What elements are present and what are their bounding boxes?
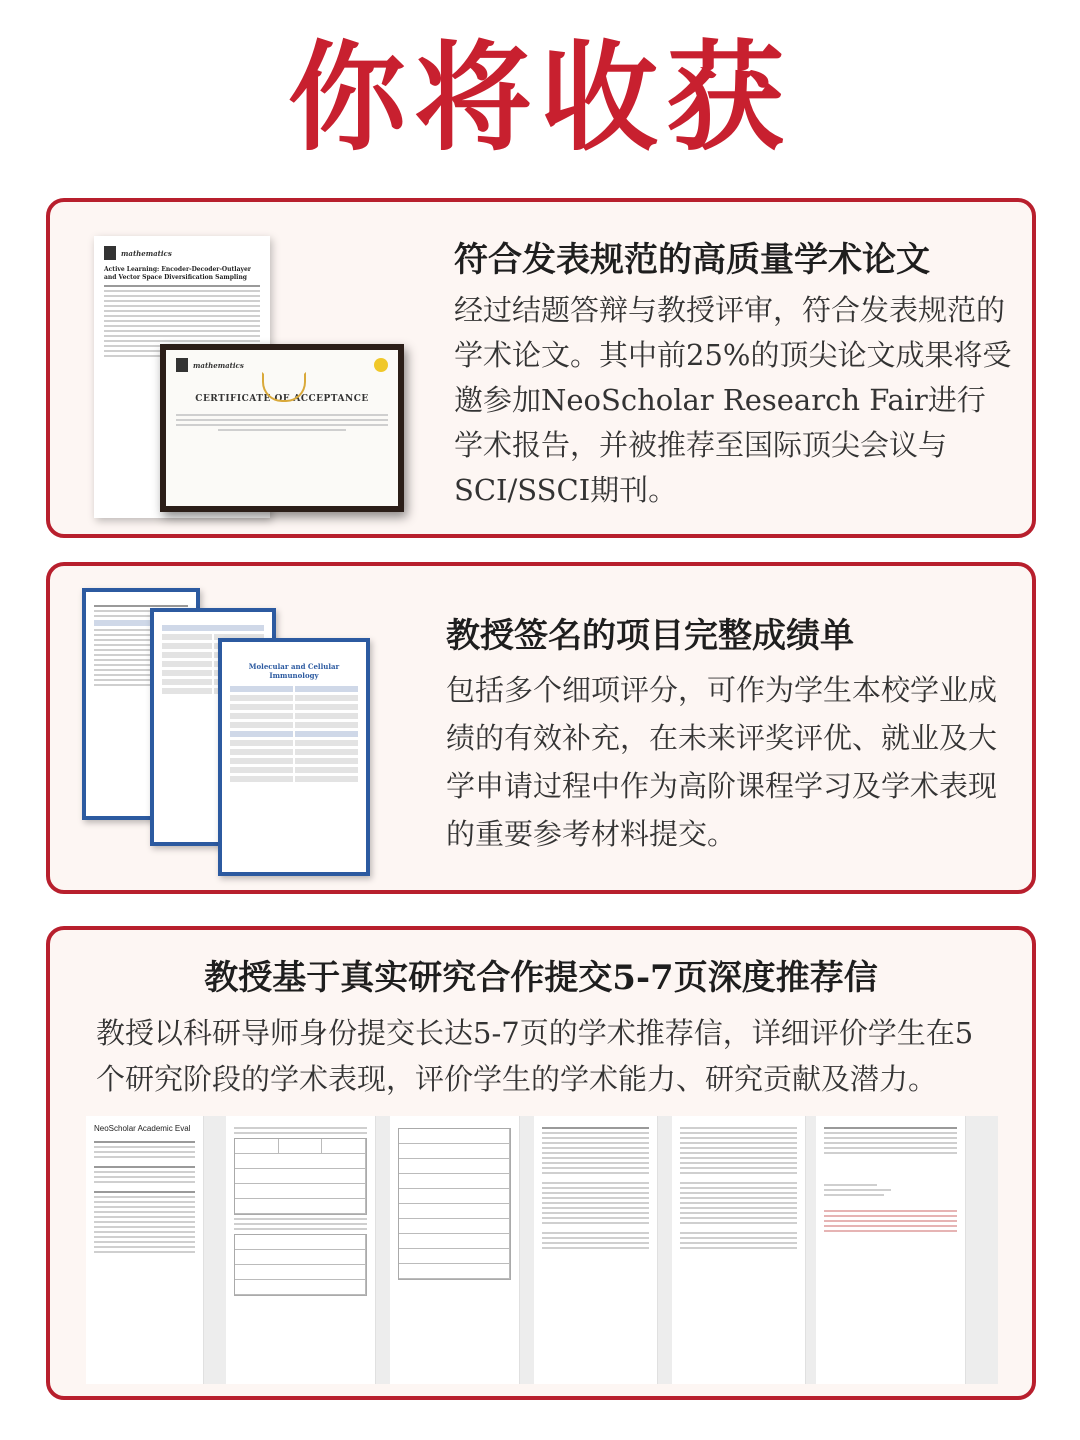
- letter-pages-image: [86, 1116, 998, 1384]
- paper-card: [46, 198, 1036, 538]
- card-body: 包括多个细项评分，可作为学生本校学业成绩的有效补充，在未来评奖评优、就业及大学申请过程中作为高阶课程学习及学术表现的重要参考材料提交。: [446, 673, 998, 851]
- letter-page: [672, 1116, 806, 1384]
- evaluation-heading: NeoScholar Academic Eval: [94, 1124, 191, 1133]
- card-body: 教授以科研导师身份提交长达5-7页的学术推荐信，详细评价学生在5个研究阶段的学术表现，评价学生的学术能力、研究贡献及潜力。: [96, 1016, 974, 1096]
- card-heading: 符合发表规范的高质量学术论文: [454, 240, 930, 280]
- letter-page: [534, 1116, 658, 1384]
- certificate-frame-image: [160, 344, 404, 512]
- card-heading: 教授基于真实研究合作提交5-7页深度推荐信: [204, 958, 878, 998]
- transcript-page-image: [218, 638, 370, 876]
- certificate-journal-name: mathematics: [193, 360, 244, 370]
- letter-page: [816, 1116, 966, 1384]
- page-title: 你将收获: [287, 29, 792, 167]
- letter-page: [390, 1116, 520, 1384]
- journal-logo-icon: [176, 358, 188, 372]
- letter-page: [86, 1116, 204, 1384]
- card-heading: 教授签名的项目完整成绩单: [446, 616, 854, 656]
- recommendation-card: [46, 926, 1036, 1400]
- certificate-title: CERTIFICATE OF ACCEPTANCE: [195, 394, 369, 404]
- journal-name: mathematics: [121, 248, 172, 258]
- transcript-title: Molecular and Cellular Immunology: [248, 662, 340, 680]
- letter-page: [226, 1116, 376, 1384]
- card-body: 经过结题答辩与教授评审，符合发表规范的学术论文。其中前25%的顶尖论文成果将受邀参加NeoScholar Research Fair进行学术报告，并被推荐至国际顶尖会议与SCI/SSCI期刊。: [454, 293, 1012, 507]
- paper-title: Active Learning: Encoder-Decoder-Outlayer and Vector Space Diversification Sampling: [104, 266, 251, 281]
- transcript-card: [46, 562, 1036, 894]
- seal-icon: [374, 358, 388, 372]
- journal-logo-icon: [104, 246, 116, 260]
